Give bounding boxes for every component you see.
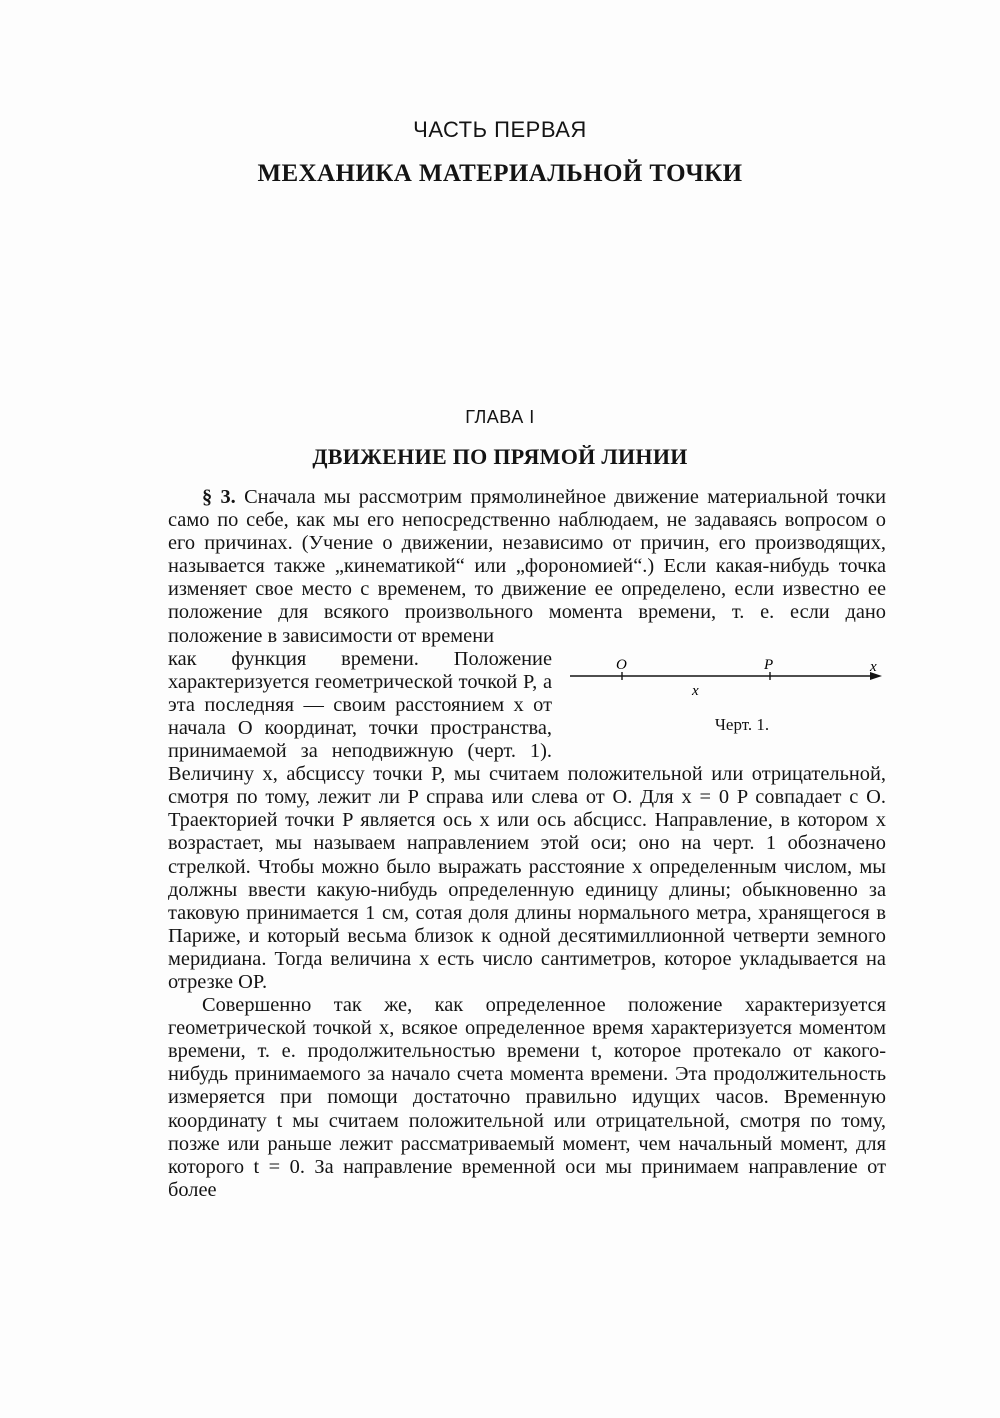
chapter-label: ГЛАВА I: [465, 407, 535, 427]
label-origin: O: [616, 656, 627, 673]
part-title: МЕХАНИКА МАТЕРИАЛЬНОЙ ТОЧКИ: [257, 160, 743, 187]
label-distance: x: [692, 682, 699, 699]
chapter-title: ДВИЖЕНИЕ ПО ПРЯМОЙ ЛИНИИ: [312, 444, 688, 469]
axis-diagram: [564, 648, 886, 708]
section-mark: § 3.: [202, 486, 236, 508]
label-axis: x: [870, 658, 877, 675]
paragraph-section-3: [168, 486, 886, 994]
figure-1: [564, 648, 886, 756]
figure-caption: Черт. 1.: [714, 714, 770, 734]
label-point: P: [764, 656, 774, 673]
body-text: [168, 486, 886, 1202]
paragraph-text-part-1: Сначала мы рассмотрим прямолинейное движение материальной точки само по себе, как мы его непосредственно наблюдаем, не задаваясь вопросом о его причинах. (Учение о движении, независимо от причин, его производящих, называется также „кинематикой“ или „форономией“.) Если какая-нибудь точка изменяет свое место с временем, то движение ее определено, если известно ее положение для всякого произвольного момента времени, т. е. если дано положение в зависимости от времени: [168, 486, 886, 647]
part-label: ЧАСТЬ ПЕРВАЯ: [413, 117, 587, 142]
paragraph-time-coordinate: Совершенно так же, как определенное положение характеризуется геометрической точкой x, всякое определенное время характеризуется моментом времени, т. е. продолжительностью времени t, которое протекало от какого-нибудь принимаемого за начало счета момента времени. Эта продолжительность измеряется при помощи достаточно правильно идущих часов. Временную координату t мы считаем положительной или отрицательной, смотря по тому, позже или раньше лежит рассматриваемый момент, чем начальный момент, для которого t = 0. За направление временной оси мы принимаем направление от более: [168, 994, 886, 1201]
paragraph-text-part-2: как функция времени. Положение характеризуется геометрической точкой P, а эта последняя — своим расстоянием x от начала O координат, точки пространства, принимаемой за неподвижную (черт. 1). Величину x, абсциссу точки P, мы считаем положительной или отрицательной, смотря по тому, лежит ли P справа или слева от O. Для x = 0 P совпадает с O. Траекторией точки P является ось x или ось абсцисс. Направление, в котором x возрастает, мы называем направлением этой оси; оно на черт. 1 обозначено стрелкой. Чтобы можно было выражать расстояние x определенным числом, мы должны ввести какую-нибудь определенную единицу длины; обыкновенно за таковую принимается 1 см, сотая доля длины нормального метра, хранящегося в Париже, и который весьма близок к одной десятимиллионной четверти земного меридиана. Тогда величина x есть число сантиметров, которое укладывается на отрезке OP.: [168, 647, 886, 993]
